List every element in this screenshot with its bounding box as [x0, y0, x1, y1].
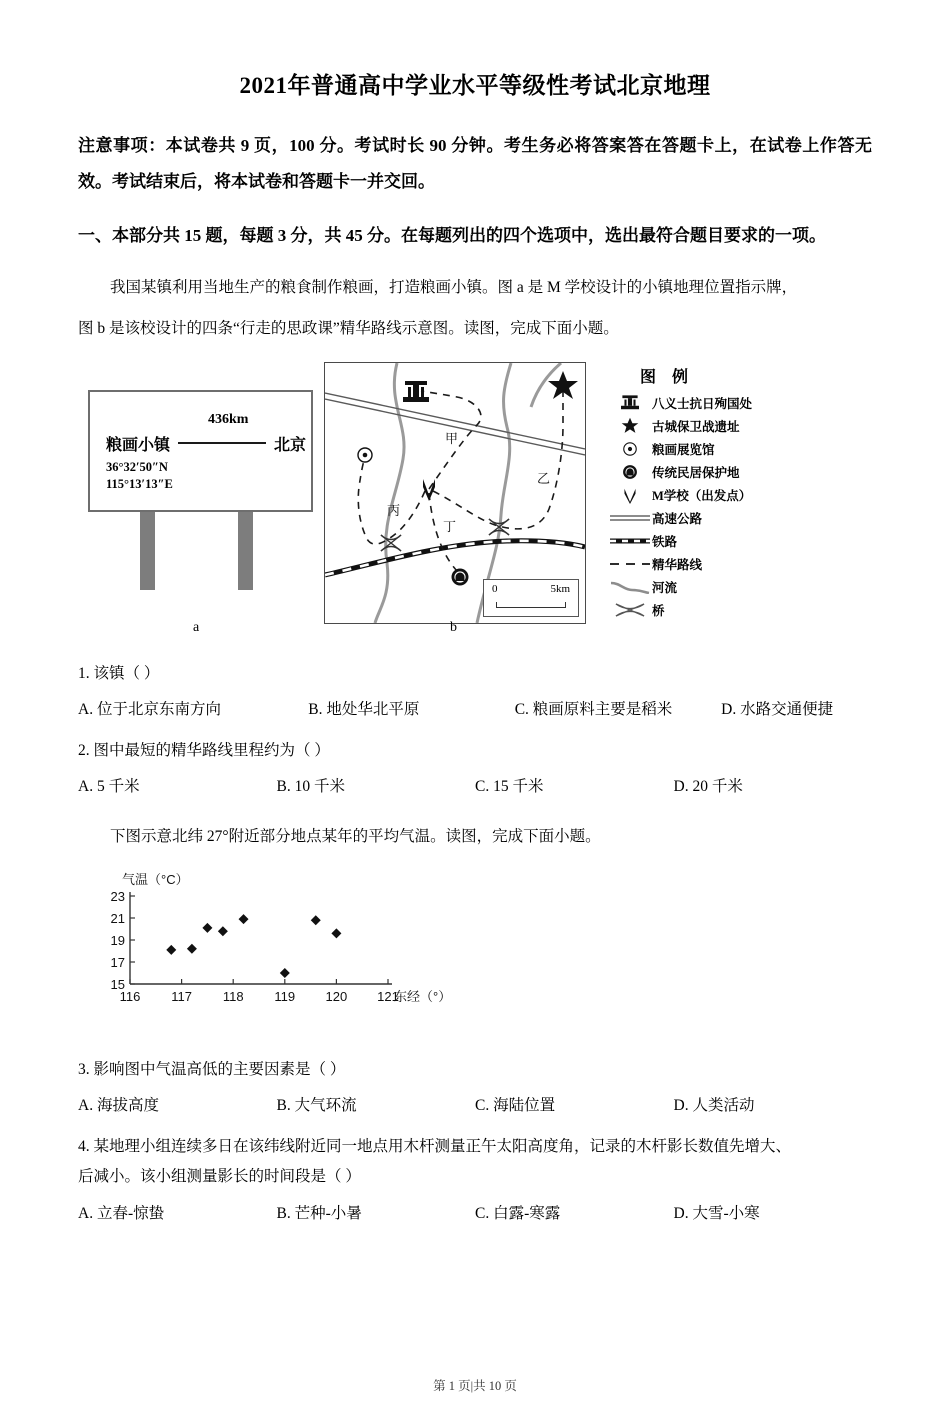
question-3-number: 3.	[78, 1061, 90, 1079]
option-b[interactable]: B. 10 千米	[276, 778, 345, 796]
question-3-text: 影响图中气温高低的主要因素是（ ）	[93, 1061, 346, 1079]
passage1-line2: 图 b 是该校设计的四条“行走的思政课”精华路线示意图。读图，完成下面小题。	[78, 319, 619, 337]
chart-x-tick-label: 119	[274, 989, 296, 1005]
filled-dome-icon	[608, 463, 652, 481]
memorial-gate-icon	[403, 381, 429, 402]
section-heading: 一、本部分共 15 题，每题 3 分，共 45 分。在每题列出的四个选项中，选出最符合题目要求的一项。	[78, 225, 826, 245]
question-4-options	[78, 1196, 872, 1232]
chart-y-tick-label: 23	[110, 889, 125, 905]
question-1-number: 1.	[78, 664, 90, 682]
memorial-gate-icon	[608, 394, 652, 412]
circle-dot-icon	[608, 440, 652, 458]
question-3-stem	[78, 1052, 872, 1088]
star-icon	[608, 417, 652, 435]
route-label-bing: 丙	[387, 502, 401, 518]
sign-route-row	[106, 432, 306, 455]
highway-line-icon	[608, 512, 652, 524]
route-label-ding: 丁	[443, 518, 457, 534]
exam-notice: 注意事项：本试卷共 9 页，100 分。考试时长 90 分钟。考生务必将答案答在答题卡上，在试卷上作答无效。考试结束后，将本试卷和答题卡一并交回。	[78, 135, 872, 192]
question-1-text: 该镇（ ）	[93, 664, 160, 682]
legend-item-route	[608, 553, 838, 576]
question-2-stem	[78, 733, 872, 769]
legend-label: 桥	[652, 604, 665, 619]
sign-coordinates	[106, 459, 173, 494]
passage1-line1: 我国某镇利用当地生产的粮食制作粮画，打造粮画小镇。图 a 是 M 学校设计的小镇地理位置指示牌，	[110, 279, 798, 297]
legend-label: M学校（出发点）	[652, 489, 752, 504]
option-c[interactable]: C. 海陆位置	[475, 1097, 556, 1115]
chart-data-point	[166, 945, 176, 955]
sign-city-label: 北京	[273, 436, 306, 454]
legend-item-memorial	[608, 392, 838, 415]
option-d[interactable]: D. 人类活动	[673, 1097, 755, 1115]
figure-captions	[78, 620, 638, 644]
temperature-scatter-chart	[88, 870, 448, 1020]
river-line-icon	[608, 580, 652, 594]
chart-data-point	[239, 914, 249, 924]
school-marker-icon	[423, 479, 435, 501]
sign-board	[88, 390, 313, 512]
scale-bar-graphic	[496, 602, 566, 608]
legend-title: 图 例	[640, 368, 695, 386]
chart-data-point	[331, 928, 341, 938]
question-1-stem	[78, 656, 872, 692]
exam-page	[0, 72, 950, 1416]
circle-dot-icon	[358, 448, 372, 462]
route-label-jia: 甲	[445, 430, 459, 446]
page-title: 2021年普通高中学业水平等级性考试北京地理	[239, 73, 711, 98]
legend-item-bridge	[608, 599, 838, 622]
legend-label: 河流	[652, 581, 678, 596]
chart-x-tick-label: 116	[119, 989, 141, 1005]
figure-b-map	[324, 362, 586, 624]
legend-item-highway	[608, 507, 838, 530]
chart-data-point	[311, 915, 321, 925]
question-2-text: 图中最短的精华路线里程约为（ ）	[93, 741, 330, 759]
figures-row	[78, 362, 872, 652]
sign-town-label: 粮画小镇	[106, 436, 171, 454]
legend-item-battle-site	[608, 415, 838, 438]
chart-y-tick-label: 21	[110, 911, 125, 927]
scale-max: 5km	[550, 582, 570, 595]
legend-item-exhibition	[608, 438, 838, 461]
option-d[interactable]: D. 20 千米	[673, 778, 743, 796]
legend-item-dwelling	[608, 461, 838, 484]
legend-label: 精华路线	[652, 558, 703, 573]
bridge-icon	[608, 602, 652, 618]
sign-distance: 436km	[208, 411, 249, 427]
chart-data-point	[202, 923, 212, 933]
sign-connector-line	[178, 442, 266, 444]
chart-y-tick-label: 19	[110, 933, 125, 949]
legend-item-railway	[608, 530, 838, 553]
chart-x-tick-label: 118	[222, 989, 244, 1005]
page-footer: 第 1 页|共 10 页	[433, 1379, 517, 1393]
school-marker-icon	[608, 486, 652, 504]
legend-label: 八义士抗日殉国处	[652, 397, 753, 412]
option-a[interactable]: A. 海拔高度	[78, 1097, 159, 1115]
sign-latitude: 36°32′50″N	[106, 459, 168, 474]
option-b[interactable]: B. 大气环流	[276, 1097, 357, 1115]
question-2-options	[78, 769, 872, 805]
legend-item-river	[608, 576, 838, 599]
question-4-stem-line2: 后减小。该小组测量影长的时间段是（ ）	[78, 1168, 361, 1186]
option-c[interactable]: C. 粮画原料主要是稻米	[514, 701, 673, 719]
figure-b-caption: b	[450, 619, 457, 635]
figure-a-caption: a	[193, 619, 200, 635]
option-a[interactable]: A. 5 千米	[78, 778, 140, 796]
chart-y-tick-label: 15	[110, 977, 125, 993]
legend-label: 铁路	[652, 535, 678, 550]
route-label-yi: 乙	[537, 470, 551, 486]
map-legend	[608, 364, 838, 622]
sign-post-left	[140, 512, 155, 590]
chart-x-tick-label: 120	[325, 989, 348, 1005]
chart-y-tick-label: 17	[110, 955, 125, 971]
legend-label: 高速公路	[652, 512, 703, 527]
question-4-number: 4.	[78, 1137, 90, 1155]
figure-a-sign	[88, 390, 323, 595]
option-a[interactable]: A. 立春-惊蛰	[78, 1204, 165, 1222]
legend-label: 粮画展览馆	[652, 443, 715, 458]
passage2-line1: 下图示意北纬 27°附近部分地点某年的平均气温。读图，完成下面小题。	[110, 827, 601, 845]
question-3-options	[78, 1088, 872, 1124]
dashed-route-icon	[608, 558, 652, 570]
option-b[interactable]: B. 芒种-小暑	[276, 1204, 362, 1222]
option-a[interactable]: A. 位于北京东南方向	[78, 701, 221, 719]
option-d[interactable]: D. 水路交通便捷	[721, 701, 834, 719]
chart-data-point	[187, 944, 197, 954]
filled-dome-icon	[452, 568, 469, 585]
sign-post-right	[238, 512, 253, 590]
chart-x-tick-label: 117	[171, 989, 192, 1005]
map-scale-bar	[483, 579, 579, 617]
scale-zero: 0	[492, 582, 498, 595]
chart-data-point	[218, 926, 228, 936]
question-4-text-line1: 某地理小组连续多日在该纬线附近同一地点用木杆测量正午太阳高度角，记录的木杆影长数值先增大、	[93, 1137, 792, 1155]
legend-item-school	[608, 484, 838, 507]
chart-y-axis-label: 气温（°C）	[122, 872, 189, 888]
question-1-options	[78, 692, 872, 728]
legend-label: 传统民居保护地	[652, 466, 740, 481]
legend-label: 古城保卫战遗址	[652, 420, 740, 435]
option-d[interactable]: D. 大雪-小寒	[673, 1204, 760, 1222]
option-c[interactable]: C. 白露-寒露	[475, 1204, 561, 1222]
chart-x-tick-label: 121	[377, 989, 399, 1005]
chart-x-axis-label: 东经（°）	[394, 989, 448, 1005]
railway-line-icon	[608, 535, 652, 547]
sign-longitude: 115°13′13″E	[106, 477, 173, 492]
chart-data-point	[280, 968, 290, 978]
option-c[interactable]: C. 15 千米	[475, 778, 544, 796]
option-b[interactable]: B. 地处华北平原	[308, 701, 420, 719]
question-2-number: 2.	[78, 741, 90, 759]
